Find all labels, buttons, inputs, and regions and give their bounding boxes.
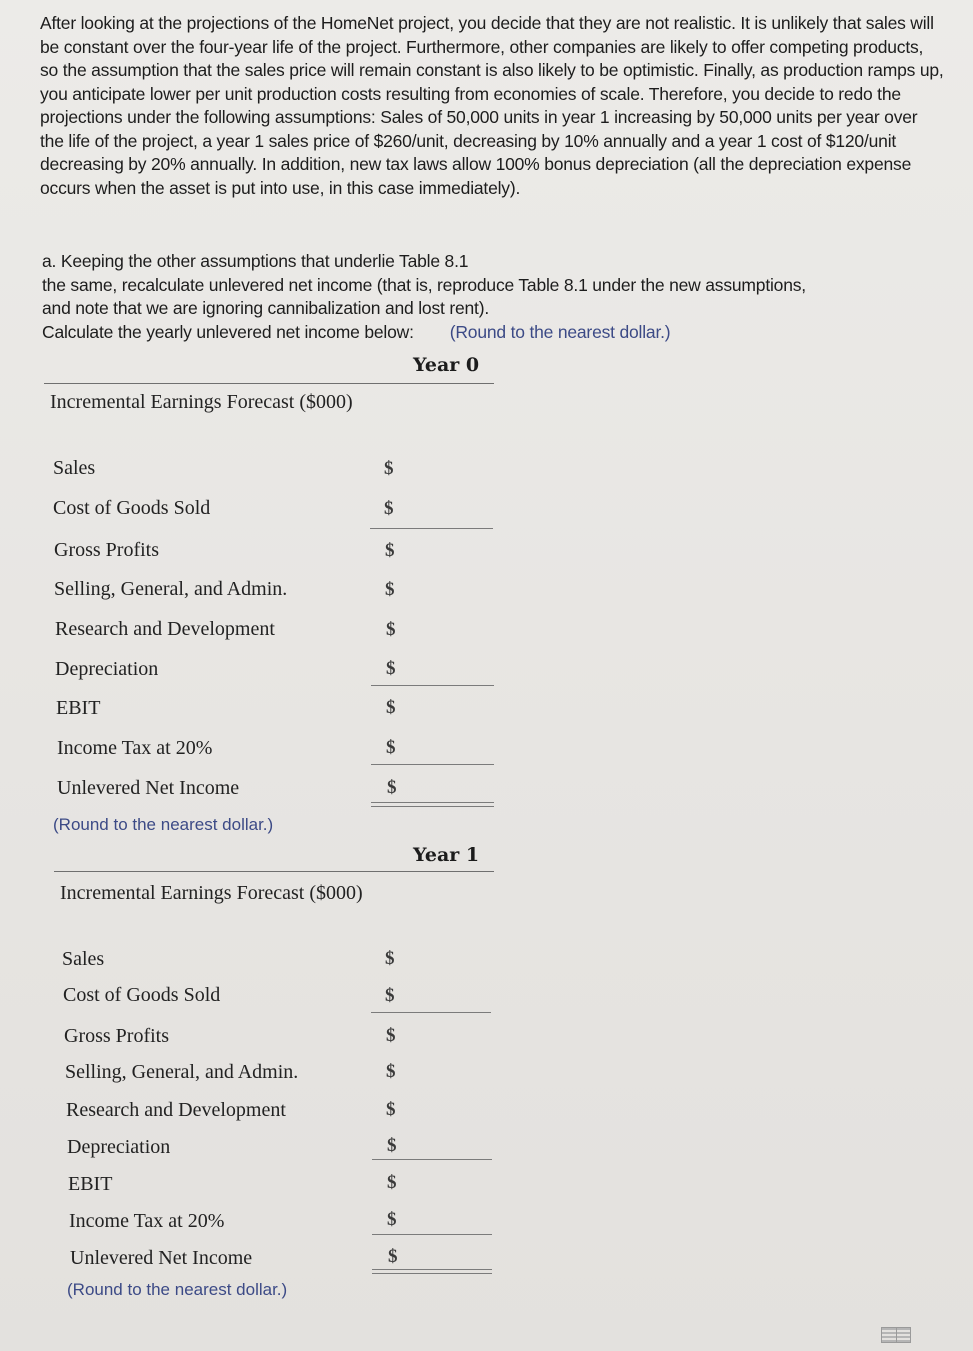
year-0-cogs-input[interactable] [400, 496, 496, 524]
dollar-sign: $ [387, 1172, 397, 1193]
row-label-unlevered-net-income: Unlevered Net Income [57, 777, 240, 799]
year-1-cogs-input[interactable] [401, 983, 497, 1011]
year-0-rd-input[interactable] [402, 617, 498, 645]
row-label-income-tax: Income Tax at 20% [57, 737, 213, 759]
year-0-unlevered-net-income-input[interactable] [403, 775, 499, 803]
part-a-line-2: the same, recalculate unlevered net income (that is, reproduce Table 8.1 under the new assumptions, [42, 274, 806, 295]
year-0-sga-input[interactable] [401, 577, 497, 605]
row-label-depreciation: Depreciation [67, 1136, 171, 1158]
part-a-instructions [42, 250, 947, 344]
subtotal-line [371, 685, 494, 686]
row-label-cogs: Cost of Goods Sold [53, 497, 211, 519]
year-1-gross-profits-input[interactable] [402, 1023, 498, 1051]
year-0-sales-input[interactable] [400, 456, 496, 484]
row-label-gross-profits: Gross Profits [64, 1025, 170, 1047]
subtotal-line [370, 528, 493, 529]
table-caption: Incremental Earnings Forecast ($000) [50, 391, 353, 413]
part-a-line-4 [42, 321, 947, 345]
year-0-table [50, 389, 500, 839]
year-0-income-tax-input[interactable] [402, 735, 498, 763]
dollar-sign: $ [386, 737, 396, 758]
year-1-unlevered-net-income-input[interactable] [404, 1244, 500, 1272]
total-double-line [371, 802, 494, 807]
row-label-sales: Sales [62, 948, 105, 970]
year-0-depreciation-input[interactable] [402, 656, 498, 684]
subtotal-line [371, 764, 494, 765]
row-label-rd: Research and Development [55, 618, 275, 640]
part-a-line-3: and note that we are ignoring cannibalization and lost rent). [42, 298, 489, 318]
year-0-header: Year 0 [413, 354, 480, 376]
year-1-header: Year 1 [413, 844, 480, 866]
dollar-sign: $ [385, 985, 395, 1006]
round-note-year-1: (Round to the nearest dollar.) [67, 1280, 288, 1299]
dollar-sign: $ [384, 458, 394, 479]
dollar-sign: $ [388, 1246, 398, 1267]
year-0-ebit-input[interactable] [402, 695, 498, 723]
dollar-sign: $ [386, 1025, 396, 1046]
subtotal-line [371, 1012, 491, 1013]
dollar-sign: $ [387, 777, 397, 798]
dollar-sign: $ [386, 619, 396, 640]
subtotal-line [372, 1234, 492, 1235]
year-1-rd-input[interactable] [402, 1097, 498, 1125]
dollar-sign: $ [387, 1135, 397, 1156]
row-label-rd: Research and Development [66, 1099, 286, 1121]
subtotal-line [372, 1159, 492, 1160]
dollar-sign: $ [386, 697, 396, 718]
dollar-sign: $ [387, 1209, 397, 1230]
row-label-ebit: EBIT [56, 697, 101, 719]
row-label-sga: Selling, General, and Admin. [65, 1061, 299, 1083]
dollar-sign: $ [386, 1099, 396, 1120]
round-hint: (Round to the nearest dollar.) [449, 321, 671, 342]
year-1-ebit-input[interactable] [403, 1170, 499, 1198]
year-1-income-tax-input[interactable] [403, 1207, 499, 1235]
row-label-sales: Sales [53, 457, 96, 479]
row-label-ebit: EBIT [68, 1173, 113, 1195]
dollar-sign: $ [385, 579, 395, 600]
grid-view-icon[interactable] [881, 1327, 911, 1343]
row-label-sga: Selling, General, and Admin. [54, 578, 288, 600]
row-label-unlevered-net-income: Unlevered Net Income [70, 1247, 253, 1269]
dollar-sign: $ [385, 948, 395, 969]
dollar-sign: $ [386, 658, 396, 679]
year-1-sales-input[interactable] [401, 946, 497, 974]
year-0-header-rule [44, 383, 494, 384]
year-1-table [60, 880, 500, 1320]
total-double-line [372, 1269, 492, 1274]
dollar-sign: $ [384, 498, 394, 519]
calculate-prompt: Calculate the yearly unlevered net income below: [42, 321, 414, 342]
row-label-depreciation: Depreciation [55, 658, 159, 680]
year-1-sga-input[interactable] [402, 1059, 498, 1087]
year-0-gross-profits-input[interactable] [401, 538, 497, 566]
year-1-header-rule [54, 871, 494, 872]
round-note-year-0: (Round to the nearest dollar.) [53, 815, 274, 834]
row-label-income-tax: Income Tax at 20% [69, 1210, 225, 1232]
year-1-depreciation-input[interactable] [403, 1133, 499, 1161]
row-label-gross-profits: Gross Profits [54, 539, 160, 561]
dollar-sign: $ [386, 1061, 396, 1082]
dollar-sign: $ [385, 540, 395, 561]
part-a-line-1: a. Keeping the other assumptions that underlie Table 8.1 [42, 251, 469, 271]
row-label-cogs: Cost of Goods Sold [63, 984, 221, 1006]
table-caption: Incremental Earnings Forecast ($000) [60, 882, 363, 904]
problem-statement: After looking at the projections of the HomeNet project, you decide that they are not realistic. It is unlikely that sales will be constant over the four-year life of the project. Furthermore, other companies are likely to offer competing products, so the assumption that the sales price will remain constant is also likely to be optimistic. Finally, as production ramps up, you anticipate lower per unit production costs resulting from economies of scale. Therefore, you decide to redo the projections under the following assumptions: Sales of 50,000 units in year 1 increasing by 50,000 units per year over the life of the project, a year 1 sales price of $260/unit, decreasing by 10% annually and a year 1 cost of $120/unit decreasing by 20% annually. In addition, new tax laws allow 100% bonus depreciation (all the depreciation expense occurs when the asset is put into use, in this case immediately). [40, 13, 944, 198]
